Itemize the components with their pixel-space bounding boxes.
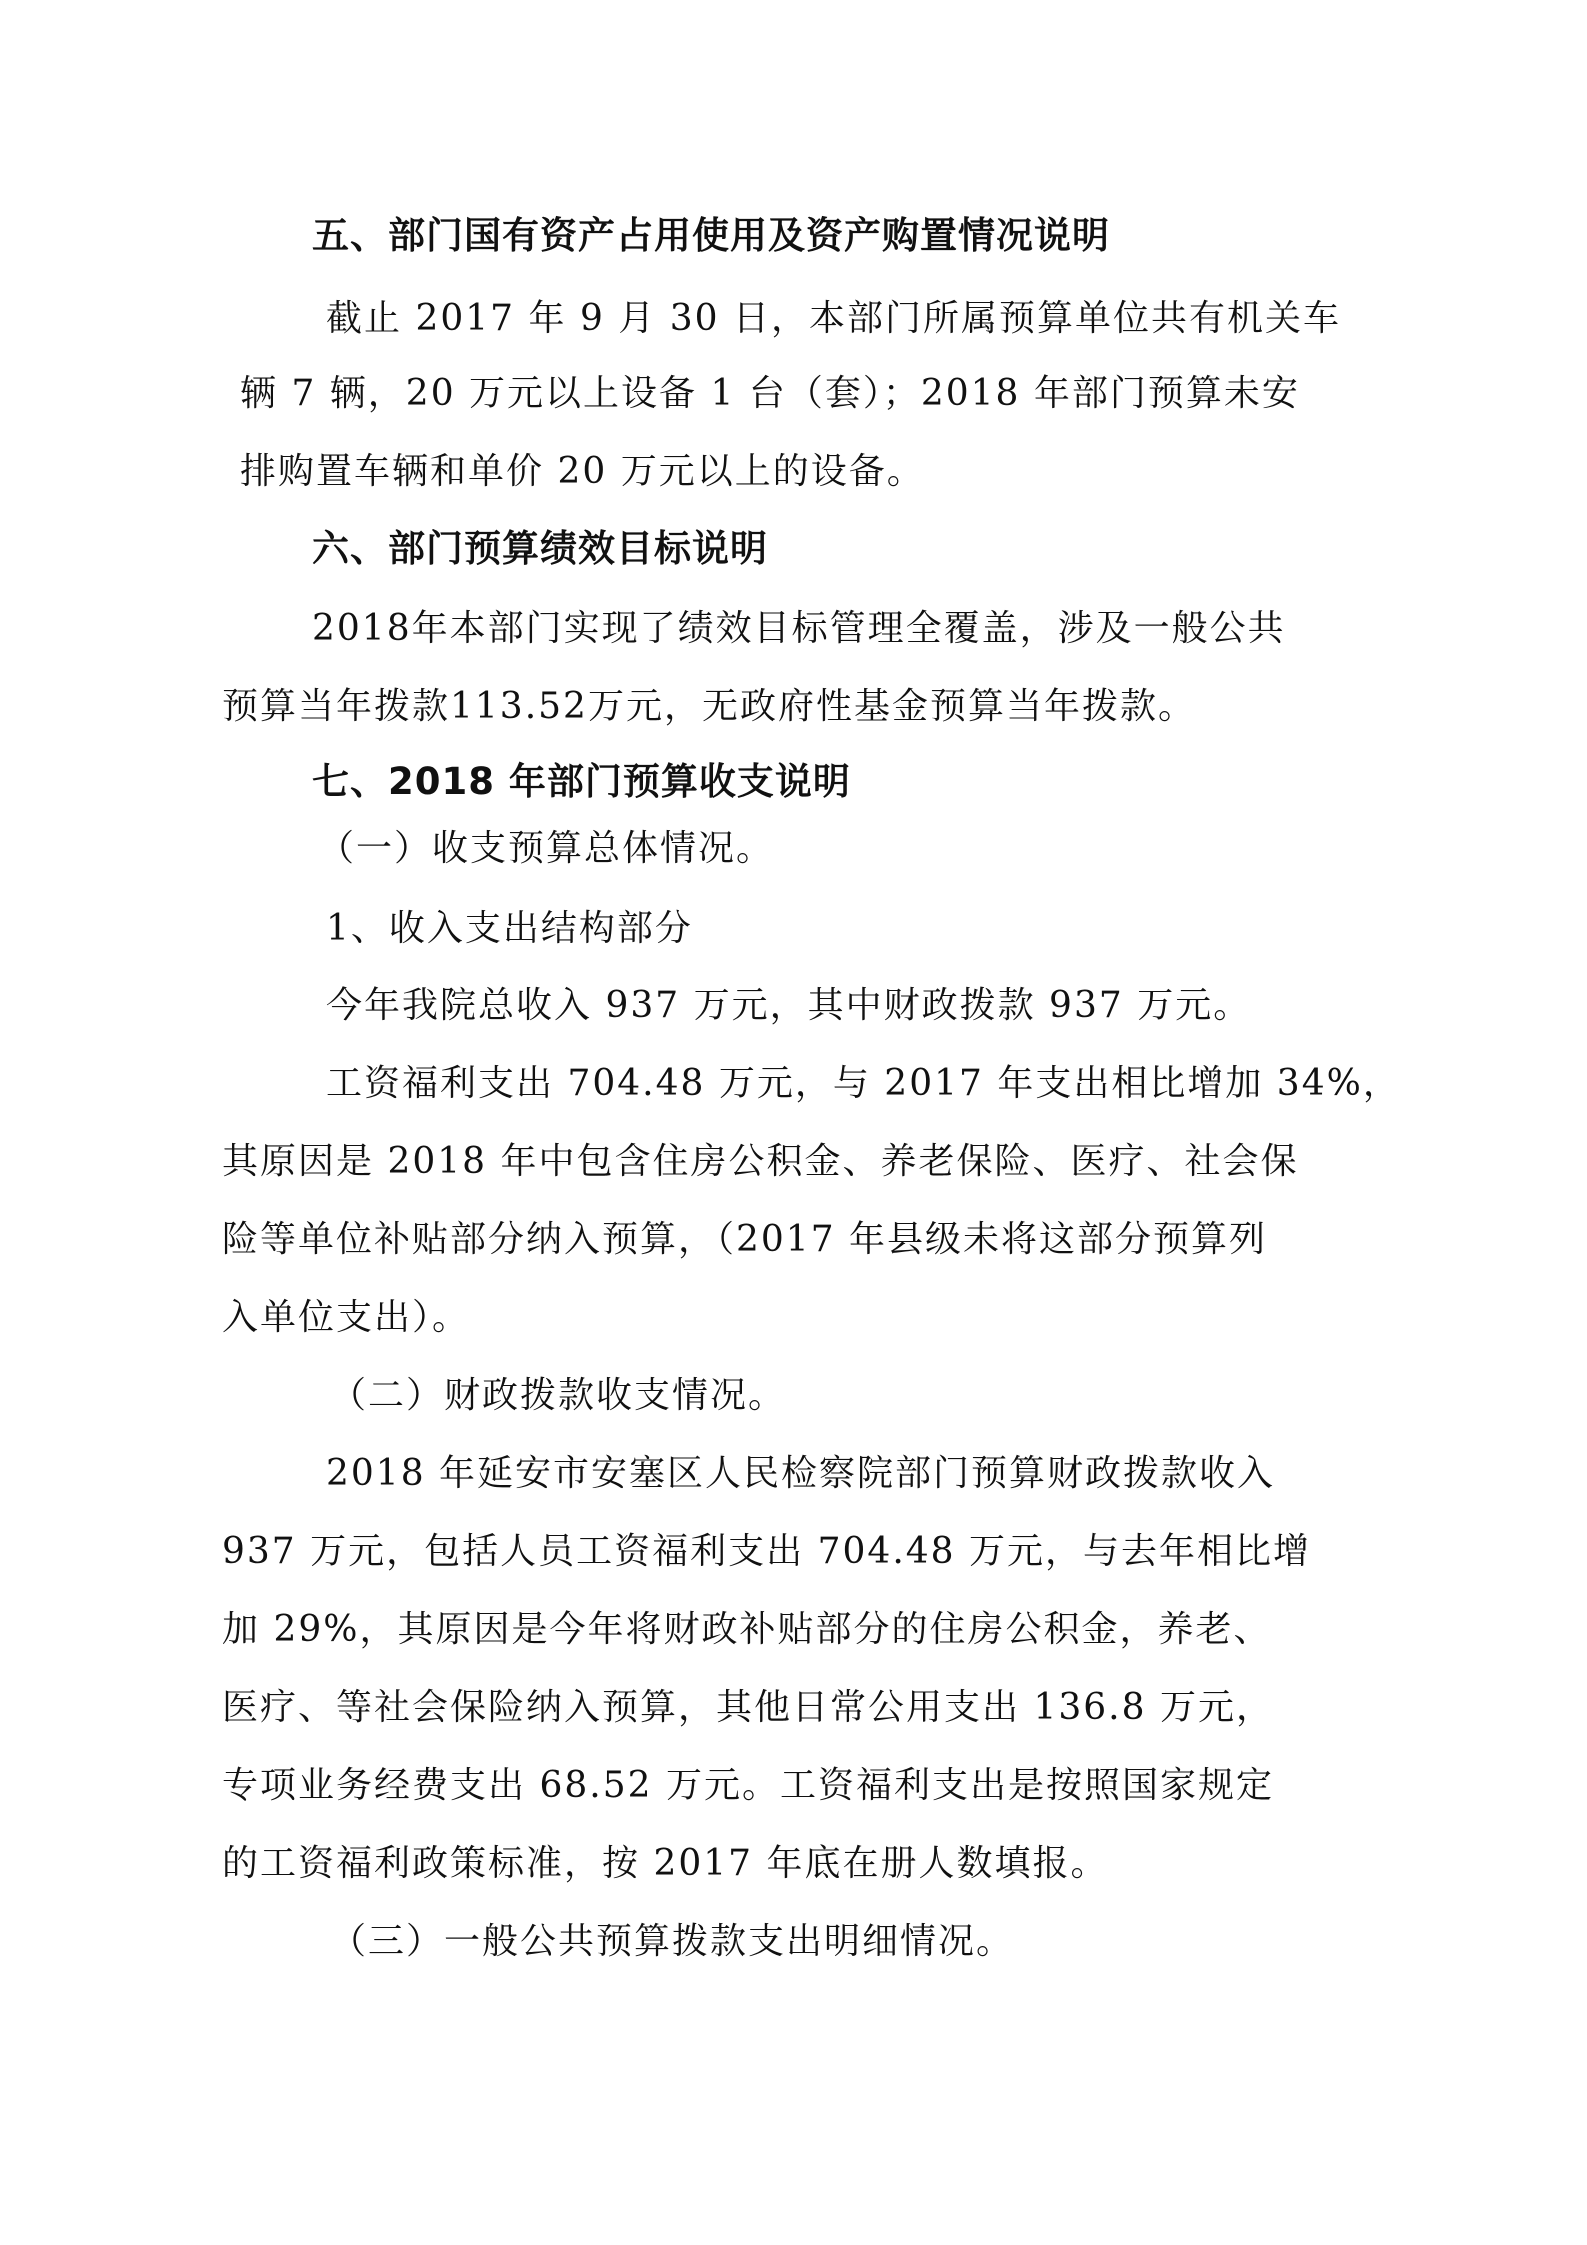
section-heading-asset-usage: 五、部门国有资产占用使用及资产购置情况说明 bbox=[312, 214, 1110, 257]
paragraph-line: 937 万元，包括人员工资福利支出 704.48 万元，与去年相比增 bbox=[222, 1531, 1312, 1572]
section-heading-budget-income-expense: 七、2018 年部门预算收支说明 bbox=[312, 760, 851, 803]
paragraph-line: 入单位支出）。 bbox=[222, 1297, 471, 1338]
subsection-item: 1、收入支出结构部分 bbox=[326, 908, 693, 949]
subsection-title: （一）收支预算总体情况。 bbox=[318, 828, 775, 869]
paragraph-line: 2018 年延安市安塞区人民检察院部门预算财政拨款收入 bbox=[326, 1453, 1276, 1494]
paragraph-line: 2018年本部门实现了绩效目标管理全覆盖，涉及一般公共 bbox=[312, 608, 1286, 649]
paragraph-line: 排购置车辆和单价 20 万元以上的设备。 bbox=[240, 451, 925, 492]
paragraph-line: 辆 7 辆，20 万元以上设备 1 台（套）；2018 年部门预算未安 bbox=[240, 373, 1300, 414]
subsection-title: （二）财政拨款收支情况。 bbox=[330, 1375, 787, 1416]
paragraph-line: 今年我院总收入 937 万元，其中财政拨款 937 万元。 bbox=[326, 985, 1252, 1026]
paragraph-line: 工资福利支出 704.48 万元，与 2017 年支出相比增加 34%， bbox=[326, 1063, 1401, 1104]
paragraph-line: 预算当年拨款113.52万元，无政府性基金预算当年拨款。 bbox=[222, 686, 1196, 727]
paragraph-line: 截止 2017 年 9 月 30 日，本部门所属预算单位共有机关车 bbox=[326, 298, 1341, 339]
paragraph-line: 加 29%，其原因是今年将财政补贴部分的住房公积金，养老、 bbox=[222, 1609, 1272, 1650]
paragraph-line: 其原因是 2018 年中包含住房公积金、养老保险、医疗、社会保 bbox=[222, 1141, 1299, 1182]
paragraph-line: 险等单位补贴部分纳入预算，（2017 年县级未将这部分预算列 bbox=[222, 1219, 1268, 1260]
paragraph-line: 医疗、等社会保险纳入预算，其他日常公用支出 136.8 万元， bbox=[222, 1687, 1274, 1728]
paragraph-line: 专项业务经费支出 68.52 万元。工资福利支出是按照国家规定 bbox=[222, 1765, 1274, 1806]
subsection-title: （三）一般公共预算拨款支出明细情况。 bbox=[330, 1921, 1015, 1962]
paragraph-line: 的工资福利政策标准，按 2017 年底在册人数填报。 bbox=[222, 1843, 1109, 1884]
section-heading-performance-goals: 六、部门预算绩效目标说明 bbox=[312, 527, 768, 570]
